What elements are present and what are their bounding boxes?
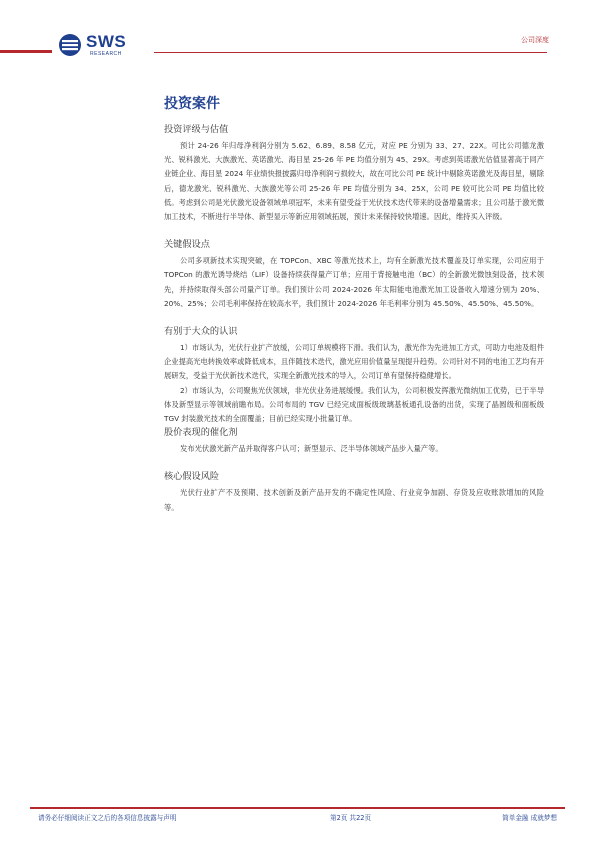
footer-slogan: 简单金融 成就梦想 xyxy=(502,814,557,822)
risks-paragraph: 光伏行业扩产不及预期、技术创新及新产品开发的不确定性风险、行业竞争加剧、存货及应收账款增加的风险等。 xyxy=(164,488,544,512)
differentiated-view-paragraph-2: 2）市场认为，公司聚焦光伏领域，非光伏业务进展缓慢。我们认为，公司积极发挥激光微纳加工优势，已于半导体及新型显示等领域前瞻布局。公司布局的 TGV 已经完成面板级玻璃基板通孔设备的出货，实现了晶圆级和面板级 TGV 封装激光技术的全面覆盖；目前已经实现小批量订单。 xyxy=(164,385,544,424)
valuation-paragraph: 预计 24-26 年归母净利润分别为 5.62、6.89、8.58 亿元，对应 PE 分别为 33、27、22X。可比公司德龙激光、锐科激光、大族激光、英诺激光、海目星 25-26 年 PE 均值分别为 45、29X。考虑到英诺激光估值显著高于同产业链企业、海目星 2024 年业绩快报披露归母净利润亏损较大，故在可比公司 PE 统计中剔除英诺激光及海目星，剔除后，德龙激光、锐科激光、大族激光等公司 25-26 年 PE 均值分别为 34、25X，公司 PE 较可比公司 PE 均值比较低。考虑到公司是光伏激光设备领域单项冠军，未来有望受益于光伏技术迭代带来的设备增量需求；且公司基于激光微加工技术，不断进行半导体、新型显示等新应用领域拓展，预计未来保持较快增速。因此，维持买入评级。 xyxy=(164,141,544,222)
page-title: 投资案件 xyxy=(164,96,220,112)
differentiated-view-paragraph-1: 1）市场认为，光伏行业扩产放缓，公司订单规模将下滑。我们认为，激光作为先进加工方式，可助力电池及组件企业提高光电转换效率或降低成本，且伴随技术迭代，激光应用价值量呈现提升趋势。公司针对不同的电池工艺均有开展研发，受益于光伏新技术迭代，实现全新激光技术的导入，公司订单有望保持稳健增长。 xyxy=(164,343,544,381)
logo-text: SWS xyxy=(86,32,127,51)
logo-subtext: RESEARCH xyxy=(90,51,122,57)
section-title-valuation: 投资评级与估值 xyxy=(164,124,229,135)
section-title-differentiated-view: 有别于大众的认识 xyxy=(164,326,238,338)
footer-rule xyxy=(30,807,565,809)
main-content xyxy=(164,95,544,515)
header-left-rule xyxy=(0,50,52,53)
page-number: 第2页 共22页 xyxy=(330,814,372,822)
sws-logo-icon xyxy=(58,33,82,57)
section-title-key-assumptions: 关键假设点 xyxy=(164,239,210,251)
key-assumptions-paragraph: 公司多项新技术实现突破，在 TOPCon、XBC 等激光技术上，均有全新激光技术覆盖及订单实现，公司应用于 TOPCon 的激光诱导烧结（LIF）设备持续获得量产订单；应用于背接触电池（BC）的全新激光微蚀刻设备，技术领先，并持续取得头部公司量产订单。我们预计公司 2024-2026 年太阳能电池激光加工设备收入增速分别为 20%、20%、25%；公司毛利率保持在较高水平，我们预计 2024-2026 年毛利率分别为 45.50%、45.50%、45.50%。 xyxy=(164,256,544,308)
sws-logo xyxy=(58,33,148,59)
document-type-label: 公司深度 xyxy=(521,36,549,44)
catalysts-paragraph: 发布光伏激光新产品并取得客户认可；新型显示、泛半导体领域产品步入量产等。 xyxy=(180,444,443,454)
section-title-catalysts: 股价表现的催化剂 xyxy=(164,427,238,439)
footer-disclaimer: 请务必仔细阅读正文之后的各项信息披露与声明 xyxy=(38,814,177,822)
header-rule xyxy=(154,52,547,53)
page-header xyxy=(0,0,595,70)
section-title-risks: 核心假设风险 xyxy=(164,471,220,483)
